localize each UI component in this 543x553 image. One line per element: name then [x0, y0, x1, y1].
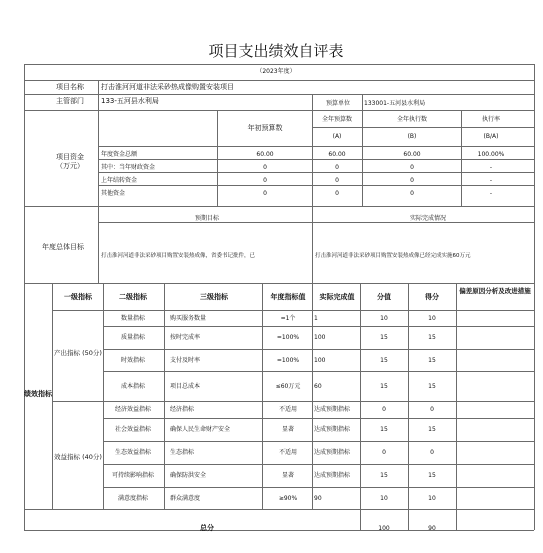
- grid-line: [408, 283, 409, 509]
- fund-row-rate: 100.00%: [477, 151, 505, 158]
- performance-indicators-label: 绩效指标: [24, 390, 52, 398]
- indicator-target: ≥90%: [278, 494, 298, 502]
- grid-line: [262, 283, 263, 509]
- dept-label: 主管部门: [56, 97, 84, 105]
- grid-line: [24, 530, 534, 531]
- benefit-indicators-label: 效益指标 (40分): [54, 453, 102, 461]
- indicator-l2: 成本指标: [120, 382, 146, 390]
- fund-row-full: 0: [335, 177, 339, 184]
- indicator-score: 10: [380, 314, 388, 322]
- indicator-actual: 100: [314, 356, 326, 364]
- grid-line: [217, 110, 218, 206]
- header-reason: 偏差原因分析及改进措施: [459, 287, 531, 295]
- indicator-score: 15: [380, 356, 388, 364]
- indicator-l2: 数量指标: [120, 314, 146, 322]
- grid-line: [52, 401, 103, 402]
- grid-line: [98, 94, 99, 110]
- actual-text-clip: [313, 248, 534, 262]
- header-level2: 二级指标: [119, 293, 147, 301]
- fund-row-initial: 60.00: [256, 151, 274, 158]
- fund-row-rate: -: [489, 177, 493, 184]
- fund-row-exec: 0: [410, 190, 414, 197]
- grid-line: [103, 487, 534, 488]
- grid-line: [103, 349, 534, 350]
- indicator-actual: 100: [314, 334, 326, 341]
- indicator-target: ≤60万元: [275, 382, 301, 390]
- actual-completion-header: 实际完成情况: [409, 215, 447, 222]
- tag-a: (A): [332, 133, 342, 140]
- indicator-got: 10: [428, 314, 436, 322]
- indicator-l2: 经济效益指标: [114, 406, 152, 413]
- header-target: 年度指标值: [270, 293, 306, 301]
- indicator-l2: 可持续影响指标: [111, 472, 155, 479]
- grid-line: [103, 441, 534, 442]
- indicator-score: 15: [380, 382, 388, 390]
- indicator-l3: 项目总成本: [170, 382, 201, 390]
- tag-rate: (B/A): [483, 133, 499, 140]
- indicator-l3: 购买服务数量: [170, 314, 207, 322]
- fund-row-rate: -: [489, 190, 493, 197]
- grid-line: [312, 206, 313, 283]
- grid-line: [362, 110, 363, 206]
- grid-line: [534, 64, 535, 530]
- grid-line: [360, 283, 361, 509]
- indicator-l2: 满意度指标: [117, 494, 149, 502]
- indicator-target: 显著: [281, 472, 295, 479]
- project-name-label: 项目名称: [56, 83, 84, 91]
- grid-line: [360, 509, 361, 530]
- funds-label: 项目资金: [56, 153, 84, 161]
- indicator-got: 0: [430, 449, 434, 456]
- grid-line: [24, 64, 25, 530]
- indicator-l2: 生态效益指标: [114, 449, 152, 456]
- header-got: 得分: [425, 293, 439, 301]
- grid-line: [24, 110, 534, 111]
- grid-line: [52, 283, 53, 509]
- indicator-l3: 确保人民生命财产安全: [170, 426, 231, 433]
- grid-line: [103, 418, 534, 419]
- grid-line: [98, 159, 534, 160]
- annual-goal-label: 年度总体目标: [42, 243, 84, 251]
- col-full-budget: 全年预算数: [321, 116, 353, 123]
- col-exec: 全年执行数: [396, 116, 428, 123]
- grid-line: [98, 172, 534, 173]
- fund-row-label: 其中：当年财政资金: [101, 164, 156, 171]
- indicator-got: 10: [428, 494, 436, 502]
- header-level3: 三级指标: [200, 293, 228, 301]
- grid-line: [24, 94, 534, 95]
- grid-line: [312, 110, 313, 206]
- fund-row-label: 上年结转资金: [101, 177, 138, 184]
- grid-line: [98, 222, 534, 223]
- total-got: 90: [428, 525, 436, 532]
- total-score: 100: [378, 525, 390, 532]
- year-label: （2023年度）: [256, 68, 296, 75]
- grid-line: [103, 401, 534, 402]
- fund-row-initial: 0: [263, 164, 267, 171]
- grid-line: [456, 509, 457, 530]
- indicator-l3: 确保防洪安全: [170, 472, 207, 479]
- expected-goal-header: 预期目标: [194, 215, 220, 222]
- grid-line: [24, 80, 534, 81]
- grid-line: [312, 94, 313, 110]
- grid-line: [98, 206, 99, 283]
- total-label: 总分: [200, 524, 214, 532]
- indicator-actual: 达成预期指标: [314, 406, 351, 413]
- indicator-score: 15: [380, 426, 388, 433]
- grid-line: [98, 185, 534, 186]
- indicator-target: =100%: [276, 356, 300, 364]
- indicator-score: 15: [380, 472, 388, 479]
- indicator-got: 15: [428, 356, 436, 364]
- indicator-score: 15: [380, 334, 388, 341]
- indicator-score: 0: [382, 406, 386, 413]
- indicator-l3: 群众满意度: [170, 494, 201, 502]
- fund-row-exec: 0: [410, 164, 414, 171]
- indicator-l3: 生态指标: [170, 449, 195, 456]
- fund-row-label: 年度资金总额: [101, 151, 138, 158]
- fund-row-initial: 0: [263, 190, 267, 197]
- grid-line: [362, 94, 363, 110]
- indicator-target: 不适用: [278, 449, 298, 456]
- fund-row-rate: -: [489, 164, 493, 171]
- indicator-target: =100%: [276, 334, 300, 341]
- fund-row-full: 60.00: [328, 151, 346, 158]
- grid-line: [24, 509, 534, 510]
- fund-row-label: 其他资金: [101, 190, 126, 197]
- output-indicators-label: 产出指标 (50分): [54, 349, 102, 357]
- grid-line: [98, 80, 99, 94]
- grid-line: [461, 110, 462, 206]
- grid-line: [103, 371, 534, 372]
- col-exec-rate: 执行率: [481, 116, 501, 123]
- indicator-actual: 90: [314, 494, 322, 502]
- grid-line: [98, 146, 217, 147]
- indicator-l2: 质量指标: [120, 334, 146, 341]
- indicator-l2: 时效指标: [120, 356, 146, 364]
- fund-row-initial: 0: [263, 177, 267, 184]
- indicator-l2: 社会效益指标: [114, 426, 152, 433]
- grid-line: [24, 206, 534, 207]
- grid-line: [103, 464, 534, 465]
- grid-line: [456, 283, 457, 509]
- grid-line: [408, 509, 409, 530]
- actual-completion-text: 打击淮河河道非法采砂项目购置安装热成像已经完成实施60万元: [315, 253, 471, 259]
- indicator-target: 显著: [281, 426, 295, 433]
- header-score: 分值: [377, 293, 391, 301]
- expected-goal-text: 打击淮河河道非法采砂项目购置安装热成像，省委书记批件，已: [101, 253, 256, 259]
- fund-row-full: 0: [335, 190, 339, 197]
- indicator-got: 15: [428, 334, 436, 341]
- indicator-l3: 经济指标: [170, 406, 195, 413]
- fund-row-exec: 60.00: [403, 151, 421, 158]
- project-name-value: 打击淮河河道非法采砂热成像购置安装项目: [101, 83, 234, 91]
- indicator-target: 不适用: [278, 406, 298, 413]
- indicator-score: 0: [382, 449, 386, 456]
- indicator-actual: 达成预期指标: [314, 472, 351, 479]
- grid-line: [24, 283, 534, 284]
- grid-line: [312, 283, 313, 509]
- indicator-actual: 60: [314, 382, 322, 390]
- indicator-actual: 达成预期指标: [314, 449, 351, 456]
- grid-line: [164, 283, 165, 509]
- header-actual: 实际完成值: [319, 293, 355, 301]
- indicator-l3: 支付及时率: [170, 356, 201, 364]
- fund-row-exec: 0: [410, 177, 414, 184]
- page-title: 项目支出绩效自评表: [208, 42, 344, 60]
- indicator-actual: 达成预期指标: [314, 426, 351, 433]
- indicator-l3: 按时完成率: [170, 334, 201, 341]
- grid-line: [103, 283, 104, 509]
- header-level1: 一级指标: [64, 293, 92, 301]
- indicator-got: 15: [428, 426, 436, 433]
- grid-line: [217, 146, 534, 147]
- fund-row-full: 0: [335, 164, 339, 171]
- col-initial-budget: 年初预算数: [247, 124, 283, 132]
- indicator-got: 15: [428, 472, 436, 479]
- tag-b: (B): [407, 133, 417, 140]
- indicator-got: 0: [430, 406, 434, 413]
- indicator-actual: 1: [314, 314, 318, 322]
- grid-line: [312, 127, 534, 128]
- funds-unit-label: （万元）: [56, 162, 84, 170]
- grid-line: [24, 64, 534, 65]
- impl-unit-value: 133001-五河县水利局: [364, 100, 426, 107]
- grid-line: [52, 310, 534, 311]
- indicator-target: =1个: [280, 314, 296, 322]
- indicator-got: 15: [428, 382, 436, 390]
- grid-line: [98, 110, 99, 206]
- indicator-score: 10: [380, 494, 388, 502]
- grid-line: [103, 326, 534, 327]
- impl-unit-label: 预算单位: [325, 100, 351, 107]
- dept-value: 133-五河县水利局: [101, 97, 159, 105]
